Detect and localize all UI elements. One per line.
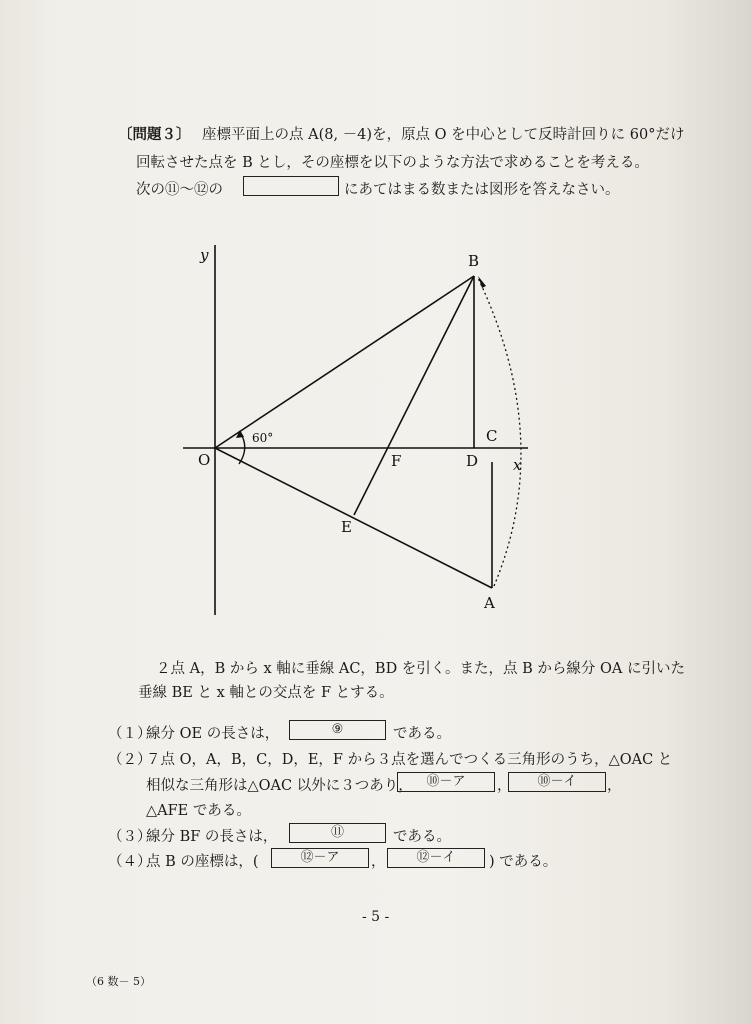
q2-separator: ， bbox=[497, 778, 512, 794]
point-label-E: E bbox=[341, 518, 352, 536]
point-label-F: F bbox=[391, 452, 402, 470]
q1-text: 線分 OE の長さは， bbox=[146, 726, 280, 742]
q4-suffix: ) である。 bbox=[489, 854, 558, 870]
footer-code: （6 数－ 5） bbox=[86, 975, 151, 988]
answer-box-12b[interactable]: ⑫－イ bbox=[387, 848, 485, 868]
segment-BE bbox=[354, 276, 474, 515]
q4-comma: ， bbox=[371, 854, 386, 870]
answer-box-10a[interactable]: ⑩－ア bbox=[397, 772, 495, 792]
y-axis-label: y bbox=[200, 246, 209, 264]
q3-text: 線分 BF の長さは， bbox=[146, 829, 278, 845]
segment-OA bbox=[215, 448, 492, 588]
problem-label: 〔問題３〕 bbox=[118, 126, 191, 143]
q3-number: （３） bbox=[108, 829, 152, 845]
answer-box-12a[interactable]: ⑫－ア bbox=[271, 848, 369, 868]
problem-line-3-post: にあてはまる数または図形を答えなさい。 bbox=[344, 182, 620, 198]
problem-line-3-pre: 次の⑪～⑫の bbox=[136, 182, 223, 198]
q3-suffix: である。 bbox=[393, 829, 451, 845]
q4-text: 点 B の座標は，( bbox=[146, 854, 259, 870]
problem-line-1: 座標平面上の点 A(8, －4)を，原点 O を中心として反時計回りに 60°だけ bbox=[202, 127, 685, 143]
desc-line-2: 垂線 BE と x 軸との交点を F とする。 bbox=[138, 685, 394, 701]
point-label-B: B bbox=[468, 252, 480, 270]
q1-number: （１） bbox=[108, 726, 152, 742]
answer-box-10b[interactable]: ⑩－イ bbox=[508, 772, 606, 792]
q1-suffix: である。 bbox=[393, 726, 451, 742]
q2-line-3: △AFE である。 bbox=[146, 803, 251, 819]
arc-arrowhead bbox=[478, 276, 486, 288]
point-label-D: D bbox=[466, 452, 479, 470]
q2-number: （２） bbox=[108, 752, 152, 768]
q2-line-1: ７点 O，A，B，C，D，E，F から３点を選んでつくる三角形のうち，△OAC と bbox=[146, 752, 673, 768]
page-number: - 5 - bbox=[362, 909, 390, 925]
angle-label: 60° bbox=[252, 431, 274, 445]
desc-line-1: ２点 A，B から x 軸に垂線 AC，BD を引く。また，点 B から線分 OA に引いた bbox=[156, 661, 685, 677]
answer-box-9[interactable]: ⑨ bbox=[289, 720, 386, 740]
segment-OB bbox=[215, 276, 474, 448]
point-label-O: O bbox=[198, 451, 211, 469]
problem-line-2: 回転させた点を B とし，その座標を以下のような方法で求めることを考える。 bbox=[136, 155, 649, 171]
point-label-A: A bbox=[484, 594, 495, 612]
rotation-arc bbox=[478, 278, 521, 586]
q2-trailing-comma: ， bbox=[607, 778, 622, 794]
q4-number: （４） bbox=[108, 854, 152, 870]
point-label-C: C bbox=[486, 427, 498, 445]
x-axis-label: x bbox=[513, 456, 522, 474]
answer-box-11[interactable]: ⑪ bbox=[289, 823, 386, 843]
q2-line-2: 相似な三角形は△OAC 以外に３つあり， bbox=[146, 778, 413, 794]
